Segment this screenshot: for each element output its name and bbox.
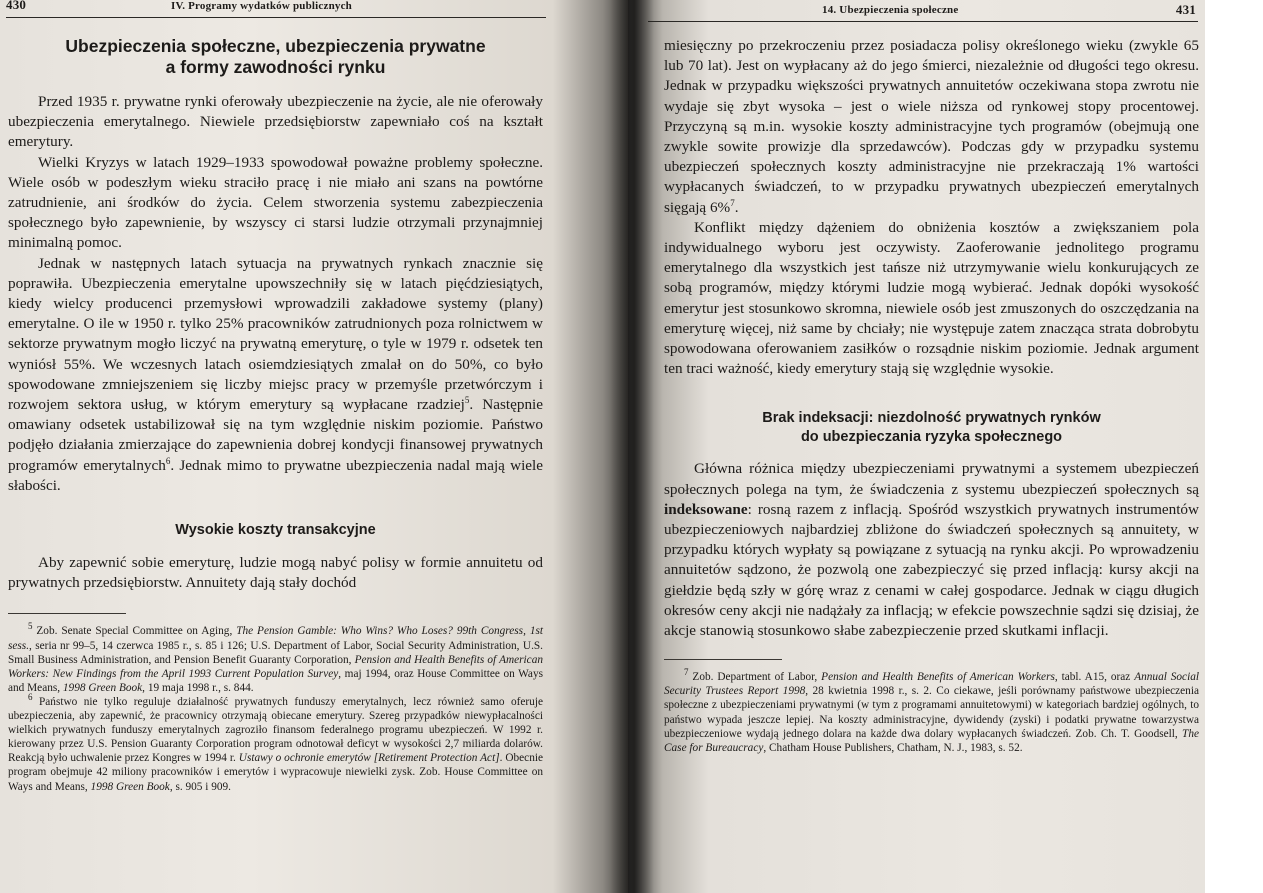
right-running-head-title: 14. Ubezpieczenia społeczne [822, 4, 959, 16]
footnote-ref-5: 5 [464, 394, 470, 405]
footnote-ref-6: 6 [165, 455, 171, 466]
left-running-head [6, 0, 546, 18]
right-page [628, 0, 1205, 893]
footnote-5: $^5$ Zob. Senate Special Committee on Aging, The Pension Gamble: Who Wins? Who Loses? 99th Congress, 1st sess., seria nr 99–5, 14 czerwca 1985 r., s. 85 i 126; U.S. Department of Labor, Social Security Administration, U.S. Small Business Administration, and Pension Benefit Guaranty Corporation, Pension and Health Benefits of American Workers: New Findings from the April 1993 Current Population Survey, maj 1994, oraz House Committee on Ways and Means, 1998 Green Book, 19 maja 1998 r., s. 844. [8, 621, 543, 694]
footnote-ref-7: 7 [730, 197, 735, 208]
paragraph: miesięczny po przekroczeniu przez posiadacza polisy określonego wieku (zwykle 65 lub 70 lat). Jest on wypłacany aż do jego śmierci, niezależnie od długości tego okresu. Jednak w przypadku większości prywatnych annuitetów oczekiwana stopa zwrotu nie wydaje się zbyt wysoka – jest o wiele niższa od rynkowej stopy procentowej. Przyczyną są m.in. wysokie koszty administracyjne tych programów (obejmują one zwykle sowite prowizje dla sprzedawców). Podczas gdy w przypadku systemu ubezpieczeń społecznych koszty administracyjne nie przekraczają 1% wartości wypłacanych świadczeń, to w przypadku prywatnych ubezpieczeń emerytalnych sięgają 6%$^7$. [664, 37, 1199, 216]
subsection-title: Wysokie koszty transakcyjne [175, 522, 376, 539]
right-page-number: 431 [1175, 2, 1196, 17]
left-page-content [8, 36, 543, 794]
paragraph: Konflikt między dążeniem do obniżenia kosztów a zwiększaniem pola indywidualnego wyboru jest oczywisty. Zaoferowanie jednolitego programu emerytalnego dla wszystkich jest tańsze niż utrzymywanie wielu konkurujących ze sobą programów, między którymi ludzie mogą wybierać. Jednak dopóki wysokość emerytur jest stosunkowo skromna, niewiele osób jest zmuszonych do oszczędzania na emeryturę więcej, niż same by chciały; nie występuje zatem znacząca strata dobrobytu spowodowana oferowaniem zasiłków o rozsądnie niskim poziomie. Jednak argument ten traci ważność, kiedy emerytury stają się względnie wysokie. [664, 218, 1199, 378]
left-page-number: 430 [6, 0, 27, 12]
footnote-rule [664, 659, 782, 660]
paragraph: Wielki Kryzys w latach 1929–1933 spowodował poważne problemy społeczne. Wiele osób w podeszłym wieku straciło pracę i nie miało ani szans na powtórne zatrudnienie, ani środków do życia. Celem stworzenia systemu zabezpieczenia społecznego było zapewnienie, by wszyscy ci starsi ludzie otrzymali przynajmniej minimalną pomoc. [8, 153, 543, 252]
section-title: Ubezpieczenia społeczne, ubezpieczenia prywatne a formy zawodności rynku [65, 36, 486, 77]
bold-term: indeksowane [664, 500, 748, 518]
footnote-rule [8, 613, 126, 614]
footnote-6: $^6$ Państwo nie tylko reguluje działalność prywatnych funduszy emerytalnych, lecz również samo oferuje ubezpieczenia, aby zapewnić, że pracownicy otrzymają obiecane emerytury. Szereg przypadków niewypłacalności wielkich prywatnych funduszy emerytalnych zagroziło finansom federalnego programu ubezpieczeń. W 1992 r. kierowany przez U.S. Pension Guaranty Corporation program odnotował deficyt w wysokości 2,7 miliarda dolarów. Reakcją było uchwalenie przez Kongres w 1994 r. Ustawy o ochronie emerytów [Retirement Protection Act]. Obecnie program obejmuje 42 miliony pracowników i emerytów i wypracowuje niewielki zysk. Zob. House Committee on Ways and Means, 1998 Green Book, s. 905 i 909. [8, 692, 543, 793]
left-running-head-title: IV. Programy wydatków publicznych [171, 0, 352, 12]
right-running-head [648, 4, 1198, 22]
left-page [0, 0, 628, 893]
paragraph: Jednak w następnych latach sytuacja na prywatnych rynkach znacznie się poprawiła. Ubezpieczenia emerytalne upowszechniły się w latach pięćdziesiątych, kiedy wielcy producenci przemysłowi wprowadzili zakładowe systemy (plany) emerytalne. O ile w 1950 r. tylko 25% pracowników zatrudnionych poza rolnictwem w sektorze prywatnym mogło liczyć na prywatną emeryturę, o tyle w 1979 r. odsetek ten wyniósł 55%. We wczesnych latach osiemdziesiątych zmalał on do 50%, co było spowodowane zmniejszeniem się liczby miejsc pracy w przemyśle przetwórczym i rozwojem sektora usług, w którym emerytury są wypłacane rzadziej$^5$. Następnie omawiany odsetek ustabilizował się na tym względnie niskim poziomie. Państwo podjęło działania zmierzające do zapewnienia dobrej kondycji finansowej prywatnych programów emerytalnych$^6$. Jednak mimo to prywatne ubezpieczenia nadal mają wiele słabości. [8, 254, 544, 494]
footnote-7: $^7$ Zob. Department of Labor, Pension and Health Benefits of American Workers, tabl. A15, oraz Annual Social Security Trustees Report 1998, 28 kwietnia 1998 r., s. 2. Co ciekawe, jeśli porównamy państwowe ubezpieczenia społeczne z ubezpieczeniami prywatnymi (w tym z programami annuitetowymi) w kategoriach bardziej ogólnych, to państwo wypada jeszcze lepiej. Na koszty administracyjne, dywidendy (zyski) i podatki prywatne towarzystwa ubezpieczeniowe wydają jednego dolara na każde dwa dolary wypłacanych świadczeń. Zob. Ch. T. Goodsell, The Case for Bureaucracy, Chatham House Publishers, Chatham, N. J., 1983, s. 52. [664, 667, 1200, 754]
right-page-content [664, 36, 1199, 755]
paragraph: Przed 1935 r. prywatne rynki oferowały ubezpieczenie na życie, ale nie oferowały ubezpieczenia emerytalnego. Niewiele przedsiębiorstw zapewniało coś na kształt emerytury. [8, 93, 543, 151]
paragraph: Główna różnica między ubezpieczeniami prywatnymi a systemem ubezpieczeń społecznych polega na tym, że świadczenia z systemu ubezpieczeń społecznych są indeksowane: rosną razem z inflacją. Spośród wszystkich prywatnych instrumentów ubezpieczeniowych najbardziej zbliżone do świadczeń społecznych są annuitety, w przypadku których wypłaty są powiązane z sytuacją na rynku akcji. Po wprowadzeniu annuitetów sądzono, że pozwolą one zabezpieczyć się przed inflacją: kursy akcji na giełdzie będą szły w górę wraz z cenami w całej gospodarce. Jednak w ciągu długich okresów ceny akcji nie nadążały za inflacją; w efekcie powszechnie sądzi się dzisiaj, że akcje stanowią stosunkowo słabe zabezpieczenie przed skutkami inflacji. [664, 460, 1199, 640]
subsection-title: Brak indeksacji: niezdolność prywatnych rynków do ubezpieczania ryzyka społecznego [762, 410, 1101, 446]
paragraph: Aby zapewnić sobie emeryturę, ludzie mogą nabyć polisy w formie annuitetu od prywatnych przedsiębiorstw. Annuitety dają stały dochód [8, 554, 543, 592]
